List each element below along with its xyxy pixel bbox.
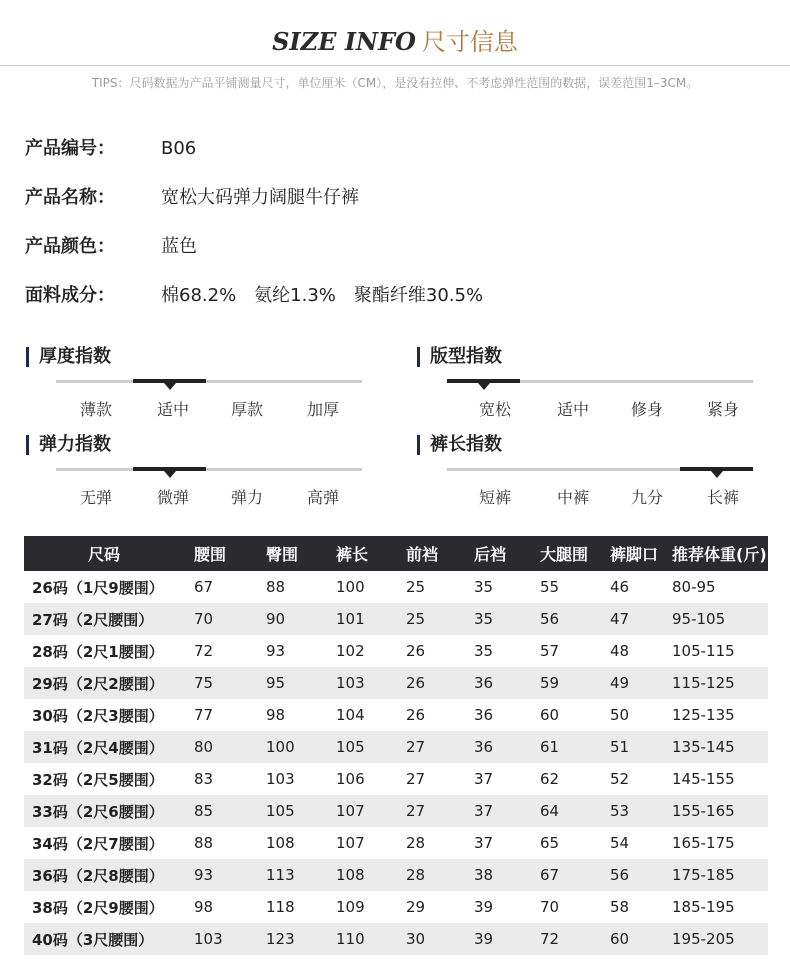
cell-back-rise: 39	[474, 923, 540, 955]
cell-front-rise: 27	[406, 795, 474, 827]
cell-weight: 115-125	[672, 667, 768, 699]
fabric-row	[25, 281, 483, 307]
cell-thigh: 60	[540, 706, 560, 724]
cell-waist: 93	[194, 859, 266, 891]
table-row	[24, 795, 768, 827]
cell-hem: 49	[610, 667, 672, 699]
cell-size: 30码（2尺3腰围）	[32, 706, 164, 725]
cell-back-rise: 36	[474, 731, 540, 763]
cell-waist: 72	[194, 642, 214, 660]
cell-front-rise: 29	[406, 898, 426, 916]
cell-size: 34码（2尺7腰围）	[32, 834, 164, 853]
cell-front-rise: 28	[406, 834, 426, 852]
cell-front-rise: 25	[406, 578, 426, 596]
cell-weight: 105-115	[672, 642, 735, 660]
cell-waist: 85	[194, 795, 266, 827]
thickness-option: 薄款	[79, 400, 112, 419]
cell-length: 107	[336, 795, 406, 827]
cell-weight: 95-105	[672, 603, 768, 635]
cell-back-rise: 37	[474, 795, 540, 827]
cell-length: 105	[336, 731, 406, 763]
cell-front-rise: 26	[406, 642, 426, 660]
cell-length: 101	[336, 603, 406, 635]
cell-hem: 48	[610, 642, 630, 660]
cell-hip: 105	[266, 795, 336, 827]
table-row	[24, 603, 768, 635]
cell-size: 40码（3尺腰围）	[24, 923, 194, 955]
cell-hem: 46	[610, 578, 630, 596]
cell-hem: 60	[610, 923, 672, 955]
size-info-header	[0, 22, 790, 57]
cell-size: 31码（2尺4腰围）	[24, 731, 194, 763]
cell-hip: 108	[266, 834, 295, 852]
size-table	[24, 536, 768, 955]
cell-size: 27码（2尺腰围）	[24, 603, 194, 635]
fit-index-track	[447, 380, 753, 383]
table-row	[24, 635, 768, 667]
cell-hem: 58	[610, 898, 630, 916]
stretch-option: 高弹	[306, 488, 339, 507]
thickness-index-title: 厚度指数	[26, 347, 111, 367]
fabric-label: 面料成分：	[25, 285, 115, 306]
cell-weight: 80-95	[672, 578, 716, 596]
header-size: 尺码	[24, 536, 194, 571]
length-option: 短裤	[478, 488, 511, 507]
cell-waist: 98	[194, 898, 214, 916]
header-back-rise: 后裆	[474, 536, 540, 571]
cell-weight: 145-155	[672, 770, 735, 788]
cell-thigh: 64	[540, 795, 610, 827]
table-header-row	[24, 536, 768, 571]
cell-hip: 103	[266, 770, 295, 788]
cell-weight: 185-195	[672, 898, 735, 916]
cell-hip: 113	[266, 859, 336, 891]
cell-thigh: 56	[540, 603, 610, 635]
cell-thigh: 61	[540, 731, 610, 763]
header-hip: 臀围	[266, 536, 336, 571]
stretch-index-title: 弹力指数	[26, 435, 111, 455]
cell-hem: 50	[610, 706, 630, 724]
title-en: SIZE INFO	[272, 27, 416, 56]
table-row	[24, 859, 768, 891]
cell-front-rise: 28	[406, 859, 474, 891]
table-row	[24, 731, 768, 763]
cell-hip: 123	[266, 923, 336, 955]
cell-back-rise: 36	[474, 706, 494, 724]
product-name-row	[25, 183, 359, 209]
cell-thigh: 62	[540, 770, 560, 788]
cell-length: 109	[336, 898, 365, 916]
cell-size: 28码（2尺1腰围）	[32, 642, 164, 661]
cell-waist: 88	[194, 834, 214, 852]
cell-length: 102	[336, 642, 365, 660]
cell-waist: 77	[194, 706, 214, 724]
cell-length: 110	[336, 923, 406, 955]
fit-option: 宽松	[478, 400, 511, 419]
cell-thigh: 59	[540, 667, 610, 699]
cell-thigh: 65	[540, 834, 560, 852]
cell-weight: 125-135	[672, 706, 735, 724]
product-name-label: 产品名称：	[25, 187, 115, 208]
table-row	[24, 667, 768, 699]
cell-thigh: 67	[540, 859, 610, 891]
thickness-index-track	[56, 380, 362, 383]
cell-length: 100	[336, 578, 365, 596]
header-thigh: 大腿围	[540, 536, 610, 571]
cell-hem: 51	[610, 731, 672, 763]
length-index-track	[447, 468, 753, 471]
tips-text: TIPS：尺码数据为产品平铺测量尺寸，单位厘米（CM），是没有拉伸、不考虑弹性范围的数据，误差范围1–3CM。	[91, 76, 699, 90]
cell-front-rise: 27	[406, 770, 426, 788]
product-color-row	[25, 232, 197, 258]
header-front-rise: 前裆	[406, 536, 474, 571]
cell-hip: 98	[266, 706, 286, 724]
table-row	[24, 827, 768, 859]
cell-hip: 93	[266, 642, 286, 660]
length-option: 长裤	[706, 488, 739, 507]
cell-length: 106	[336, 770, 365, 788]
cell-hem: 53	[610, 795, 672, 827]
fit-option: 紧身	[706, 400, 739, 419]
header-divider	[0, 65, 790, 66]
cell-front-rise: 26	[406, 706, 426, 724]
cell-front-rise: 30	[406, 923, 474, 955]
header-length: 裤长	[336, 536, 406, 571]
table-row	[24, 923, 768, 955]
stretch-option: 微弹	[156, 488, 189, 507]
thickness-option: 适中	[156, 400, 189, 419]
cell-back-rise: 38	[474, 859, 540, 891]
cell-hip: 118	[266, 898, 295, 916]
fit-index-marker	[447, 379, 520, 383]
cell-length: 107	[336, 834, 365, 852]
cell-back-rise: 39	[474, 898, 494, 916]
cell-hip: 100	[266, 731, 336, 763]
table-row	[24, 571, 768, 603]
cell-waist: 75	[194, 667, 266, 699]
cell-waist: 70	[194, 603, 266, 635]
cell-weight: 165-175	[672, 834, 735, 852]
product-color-value: 蓝色	[161, 236, 197, 257]
fit-index-title: 版型指数	[417, 347, 502, 367]
table-row	[24, 699, 768, 731]
product-color-label: 产品颜色：	[25, 236, 115, 257]
cell-hem: 47	[610, 603, 672, 635]
cell-length: 104	[336, 706, 365, 724]
cell-front-rise: 27	[406, 731, 474, 763]
cell-hip: 90	[266, 603, 336, 635]
fit-option: 适中	[556, 400, 589, 419]
cell-thigh: 55	[540, 578, 560, 596]
length-option: 九分	[630, 488, 663, 507]
cell-hem: 54	[610, 834, 630, 852]
header-hem: 裤脚口	[610, 536, 672, 571]
cell-size: 33码（2尺6腰围）	[24, 795, 194, 827]
table-row	[24, 891, 768, 923]
cell-weight: 135-145	[672, 731, 768, 763]
cell-size: 36码（2尺8腰围）	[24, 859, 194, 891]
cell-waist: 103	[194, 923, 266, 955]
cell-size: 29码（2尺2腰围）	[24, 667, 194, 699]
header-waist: 腰围	[194, 536, 266, 571]
thickness-option: 加厚	[306, 400, 339, 419]
cell-front-rise: 26	[406, 667, 474, 699]
cell-waist: 83	[194, 770, 214, 788]
cell-back-rise: 35	[474, 578, 494, 596]
cell-size: 26码（1尺9腰围）	[32, 578, 164, 597]
product-code-label: 产品编号：	[25, 138, 115, 159]
cell-waist: 80	[194, 731, 266, 763]
fit-option: 修身	[630, 400, 663, 419]
cell-size: 32码（2尺5腰围）	[32, 770, 164, 789]
cell-back-rise: 37	[474, 770, 494, 788]
cell-thigh: 57	[540, 642, 560, 660]
table-row	[24, 763, 768, 795]
cell-hem: 56	[610, 859, 672, 891]
thickness-option: 厚款	[230, 400, 263, 419]
cell-weight: 175-185	[672, 859, 768, 891]
thickness-index-marker	[133, 379, 206, 383]
cell-length: 108	[336, 859, 406, 891]
product-code-row	[25, 134, 196, 160]
stretch-option: 无弹	[79, 488, 112, 507]
stretch-index-marker	[133, 467, 206, 471]
cell-waist: 67	[194, 578, 214, 596]
length-index-title: 裤长指数	[417, 435, 502, 455]
length-index-marker	[680, 467, 753, 471]
cell-back-rise: 35	[474, 642, 494, 660]
length-option: 中裤	[556, 488, 589, 507]
product-code-value: B06	[161, 138, 197, 159]
stretch-index-track	[56, 468, 362, 471]
title-cn: 尺寸信息	[421, 28, 518, 56]
cell-weight: 155-165	[672, 795, 768, 827]
cell-hip: 95	[266, 667, 336, 699]
cell-back-rise: 36	[474, 667, 540, 699]
fabric-value: 棉68.2% 氨纶1.3% 聚酯纤维30.5%	[161, 285, 484, 306]
header-weight: 推荐体重(斤)	[672, 536, 768, 571]
cell-length: 103	[336, 667, 406, 699]
cell-front-rise: 25	[406, 603, 474, 635]
cell-thigh: 72	[540, 923, 610, 955]
cell-weight: 195-205	[672, 923, 768, 955]
cell-back-rise: 37	[474, 834, 494, 852]
cell-size: 38码（2尺9腰围）	[32, 898, 164, 917]
cell-back-rise: 35	[474, 603, 540, 635]
stretch-option: 弹力	[230, 488, 263, 507]
cell-hem: 52	[610, 770, 630, 788]
cell-hip: 88	[266, 578, 286, 596]
cell-thigh: 70	[540, 898, 560, 916]
product-name-value: 宽松大码弹力阔腿牛仔裤	[161, 187, 359, 208]
